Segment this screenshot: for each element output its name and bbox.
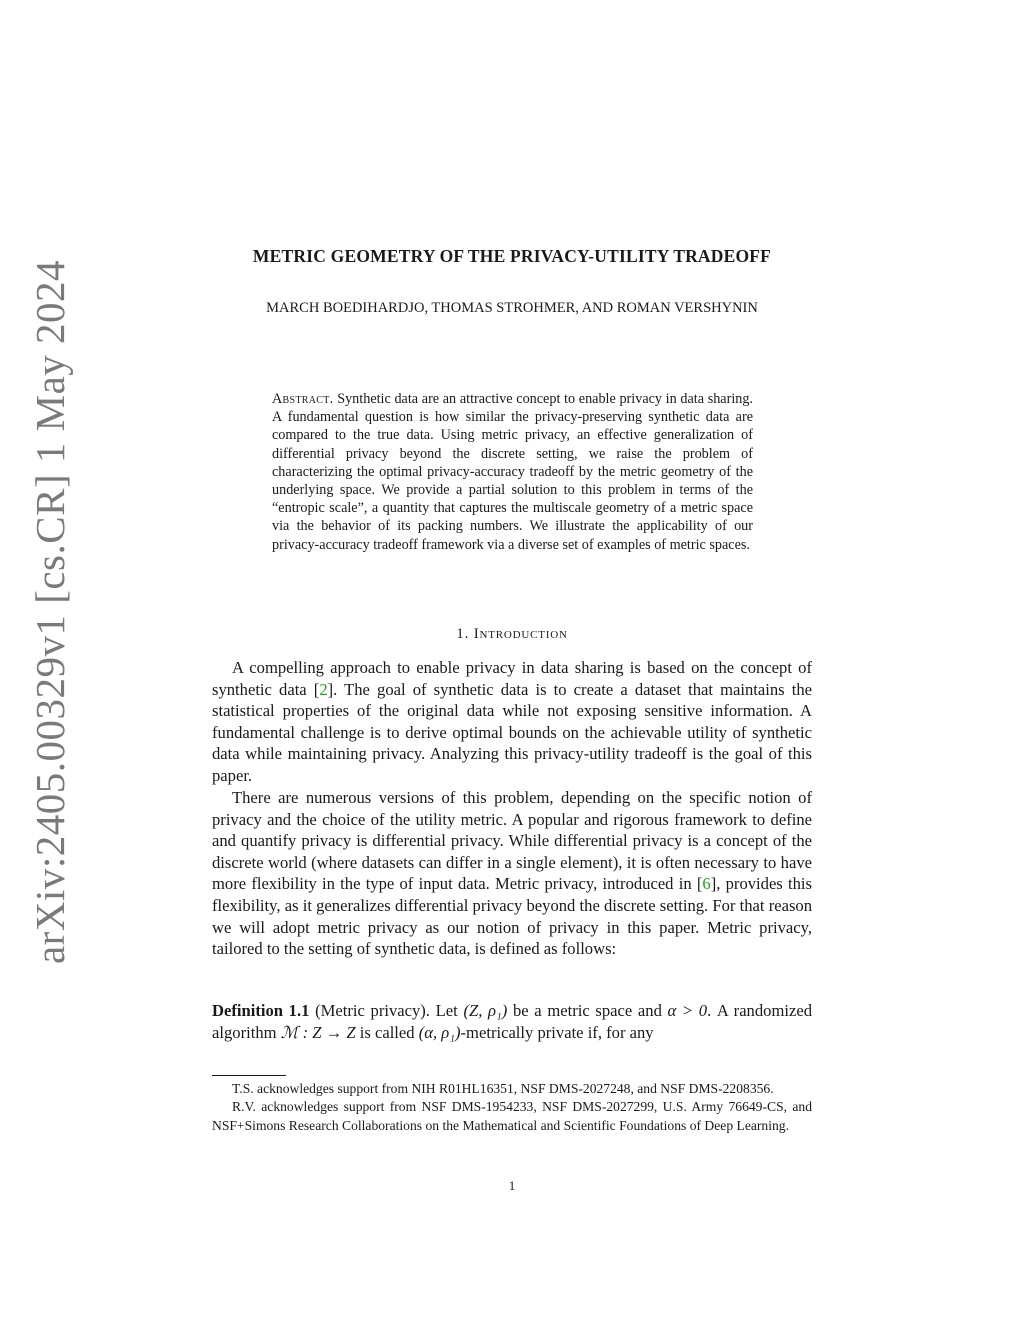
abstract-label: Abstract. [272,391,334,407]
intro-p1-text-a: A compelling approach to enable privacy in data sharing is based on the concept of synthetic data [ [212,658,812,699]
abstract [272,390,753,554]
math-metric-space: (Z, ρ₁) [463,1001,508,1020]
math-privacy-pair: (α, ρ₁) [418,1022,461,1042]
math-algorithm: ℳ : Z → Z [280,1022,356,1042]
definition-label: Definition 1.1 [212,1001,310,1020]
footnote: R.V. acknowledges support from NSF DMS-1954233, NSF DMS-2027299, U.S. Army 76649-CS, and NSF+Simons Research Collaborations on the Mathematical and Scientific Foundations of Deep Learning. [212,1099,812,1133]
intro-p1-text-b: ]. The goal of synthetic data is to create a dataset that maintains the statistical properties of the original data while not exposing sensitive information. A fundamental challenge is to derive optimal bounds on the achievable utility of synthetic data while maintaining privacy. Analyzing this privacy-utility tradeoff is the goal of this paper. [212,679,812,785]
definition-text: be a metric space and [507,1001,668,1020]
intro-p2-text-a: There are numerous versions of this problem, depending on the specific notion of privacy and the choice of the utility metric. A popular and rigorous framework to define and quantify privacy is differential privacy. While differential privacy is a concept of the discrete world (where datasets can differ in a single element), it is often necessary to have more flexibility in the type of input data. Metric privacy, introduced in [ [212,788,812,894]
intro-p2-text-b: ], provides this flexibility, as it generalizes differential privacy beyond the discrete setting. For that reason we will adopt metric privacy as our notion of privacy in this paper. Metric privacy, tailored to the setting of synthetic data, is defined as follows: [212,874,812,959]
abstract-text: Synthetic data are an attractive concept to enable privacy in data sharing. A fundamental question is how similar the privacy-preserving synthetic data are compared to the true data. Using metric privacy, an effective generalization of differential privacy beyond the discrete setting, we raise the problem of characterizing the optimal privacy-accuracy tradeoff by the metric geometry of the underlying space. We provide a partial solution to this problem in terms of the “entropic scale”, a quantity that captures the multiscale geometry of a metric space via the behavior of its packing numbers. We illustrate the applicability of our privacy-accuracy tradeoff framework via a diverse set of examples of metric spaces. [272,391,754,553]
section-heading [0,626,1024,643]
citation-link[interactable]: 2 [319,679,328,699]
section-number: 1. [456,626,470,642]
definition-text: . A randomized algorithm [212,1001,812,1042]
definition-text: is called [355,1022,419,1042]
author-list: MARCH BOEDIHARDJO, THOMAS STROHMER, AND ROMAN VERSHYNIN [266,300,758,316]
footnotes [212,1080,812,1135]
definition-text: Let [429,1001,464,1020]
section-title: Introduction [473,626,568,642]
definition-text: -metrically private if, for any [460,1022,654,1042]
citation-link[interactable]: 6 [702,874,711,894]
intro-paragraph-2 [212,787,812,960]
paper-title: METRIC GEOMETRY OF THE PRIVACY-UTILITY TRADEOFF [252,246,772,266]
arxiv-identifier-stamp: arXiv:2405.00329v1 [cs.CR] 1 May 2024 [27,259,73,965]
intro-paragraph-1 [212,657,812,787]
footnote: T.S. acknowledges support from NIH R01HL16351, NSF DMS-2027248, and NSF DMS-2208356. [232,1081,774,1096]
definition-name: (Metric privacy). [315,1001,430,1020]
math-alpha: α > 0 [667,1001,708,1020]
definition-block [212,1000,812,1043]
footnote-divider [212,1075,286,1076]
page-number: 1 [508,1178,516,1193]
